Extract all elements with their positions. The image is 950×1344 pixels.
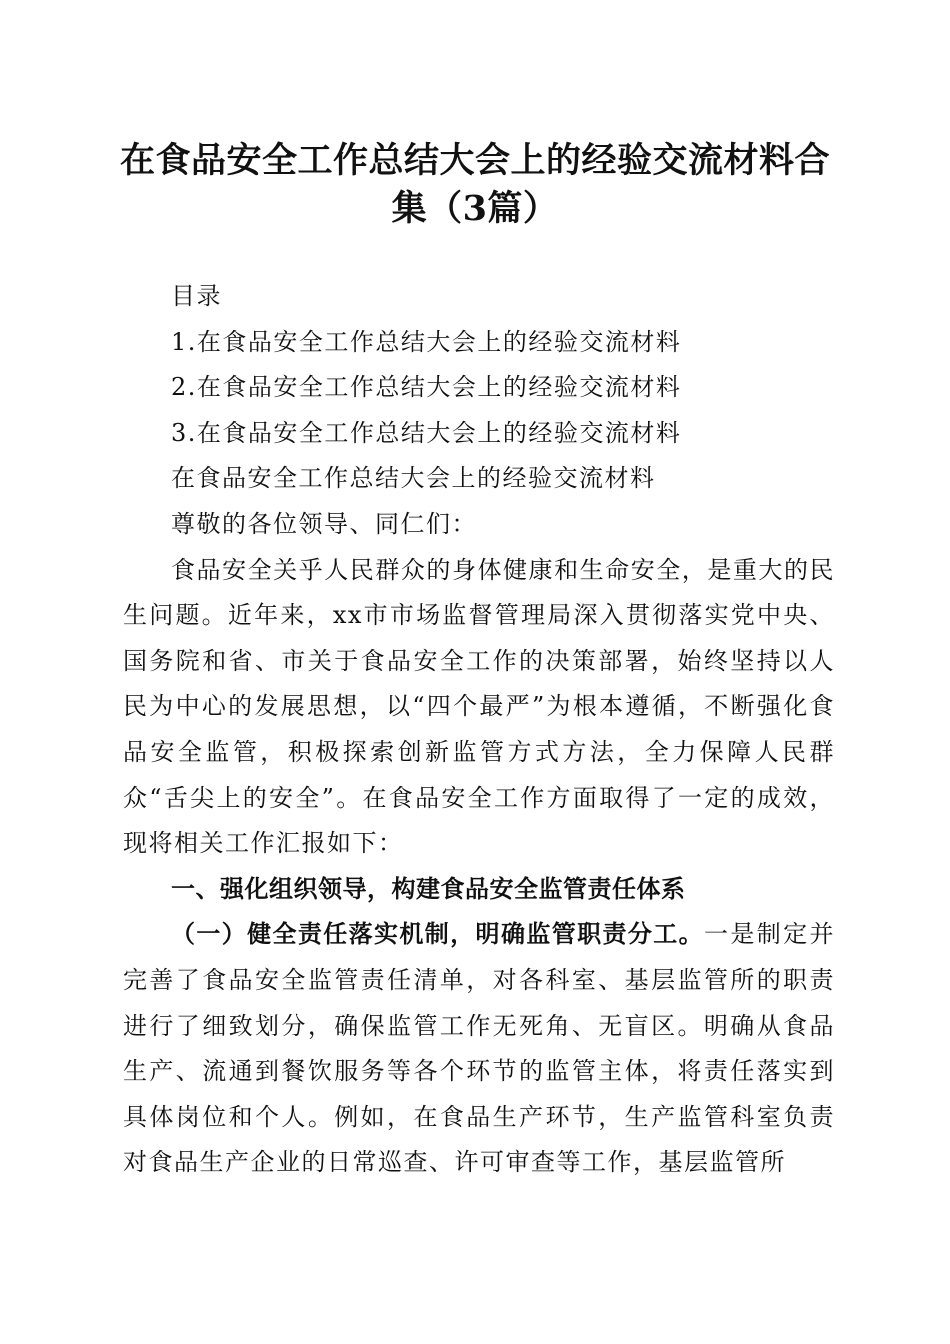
salutation: 尊敬的各位领导、同仁们：	[171, 509, 477, 538]
subsection-body-1: 一是制定并完善了食品安全监管责任清单，对各科室、基层监管所的职责进行了细致划分，确保监管工作无死角、无盲区。明确从食品生产、流通到餐饮服务等各个环节的监管主体，将责任落实到具体岗位和个人。例如，在食品生产环节，生产监管科室负责对食品生产企业的日常巡查、许可审查等工作，基层监管所	[123, 920, 836, 1177]
subsection-lead-1: （一）健全责任落实机制，明确监管职责分工。	[171, 920, 704, 949]
intro-paragraph: 食品安全关乎人民群众的身体健康和生命安全，是重大的民生问题。近年来，xx市市场监督管理局深入贯彻落实党中央、国务院和省、市关于食品安全工作的决策部署，始终坚持以人民为中心的发展思想，以“四个最严”为根本遵循，不断强化食品安全监管，积极探索创新监管方式方法，全力保障人民群众“舌尖上的安全”。在食品安全工作方面取得了一定的成效，现将相关工作汇报如下：	[123, 555, 835, 858]
toc-item-3: 3.在食品安全工作总结大会上的经验交流材料	[171, 418, 682, 447]
document-title: 在食品安全工作总结大会上的经验交流材料合集（3篇）	[119, 140, 830, 229]
toc-heading: 目录	[171, 282, 222, 310]
subsection-paragraph-1	[123, 912, 835, 1186]
section-heading-1: 一、强化组织领导，构建食品安全监管责任体系	[171, 874, 686, 903]
document-body	[123, 274, 835, 1186]
article-title: 在食品安全工作总结大会上的经验交流材料	[171, 464, 656, 493]
toc-item-1: 1.在食品安全工作总结大会上的经验交流材料	[171, 327, 682, 356]
toc-item-2: 2.在食品安全工作总结大会上的经验交流材料	[171, 373, 682, 402]
